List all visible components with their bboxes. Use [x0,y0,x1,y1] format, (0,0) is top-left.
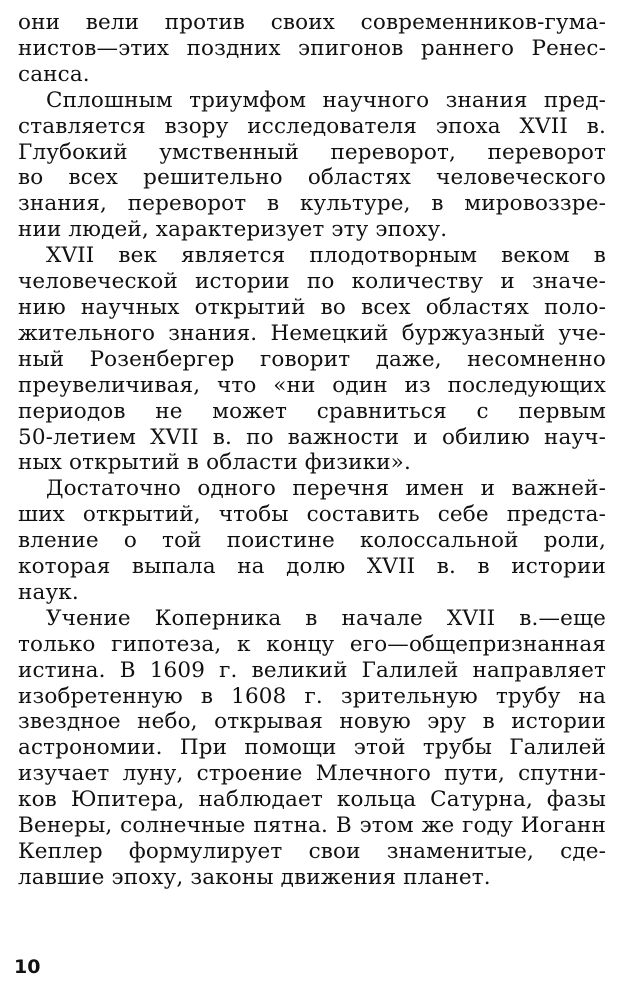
text-line: человеческой истории по количеству и значе- [18,269,606,295]
text-line: астрономии. При помощи этой трубы Галилей [18,735,606,761]
text-line: лавшие эпоху, законы движения планет. [18,864,491,890]
text-line: знания, переворот в культуре, в мировоззре- [18,191,606,217]
text-line: ков Юпитера, наблюдает кольца Сатурна, фазы [18,787,606,813]
text-line: ставляется взору исследователя эпоха XVII в. [18,113,606,139]
text-line: нии людей, характеризует эту эпоху. [18,217,448,243]
text-line: ный Розенбергер говорит даже, несомненно [18,346,606,372]
text-line: Венеры, солнечные пятна. В этом же году Иоганн [18,813,606,839]
text-body [18,10,606,891]
page-number: 10 [14,956,41,978]
paragraph [18,243,606,476]
text-line: XVII век является плодотворным веком в [46,243,606,269]
text-line: преувеличивая, что «ни один из последующих [18,372,606,398]
text-line: во всех решительно областях человеческого [18,165,606,191]
text-line: санса. [18,61,90,87]
text-line: нистов—этих поздних эпигонов раннего Ренес- [18,35,606,61]
text-line: Достаточно одного перечня имен и важней- [46,476,606,502]
paragraph [18,10,606,88]
text-line: наук. [18,579,79,605]
text-line: периодов не может сравниться с первым [18,398,606,424]
text-line: истина. В 1609 г. великий Галилей направляет [18,657,606,683]
text-line: которая выпала на долю XVII в. в истории [18,554,606,580]
text-line: жительного знания. Немецкий буржуазный уче- [18,320,606,346]
text-line: Глубокий умственный переворот, переворот [18,139,606,165]
text-line: изучает луну, строение Млечного пути, спутни- [18,761,606,787]
paragraph [18,476,606,606]
text-line: Кеплер формулирует свои знаменитые, сде- [18,839,606,864]
text-line: только гипотеза, к концу его—общепризнанная [18,631,606,657]
text-line: звездное небо, открывая новую эру в истории [18,709,606,735]
text-line: Учение Коперника в начале XVII в.—еще [46,605,606,631]
text-line: ных открытий в области физики». [18,450,411,476]
paragraph [18,88,606,243]
text-line: они вели против своих современников-гума- [18,10,606,35]
text-line: изобретенную в 1608 г. зрительную трубу на [18,683,606,709]
text-line: вление о той поистине колоссальной роли, [18,528,606,554]
text-line: нию научных открытий во всех областях поло- [18,294,606,320]
text-line: 50-летием XVII в. по важности и обилию науч- [18,424,606,450]
paragraph [18,606,606,891]
text-line: Сплошным триумфом научного знания пред- [46,87,606,113]
text-line: ших открытий, чтобы составить себе предста- [18,502,606,528]
